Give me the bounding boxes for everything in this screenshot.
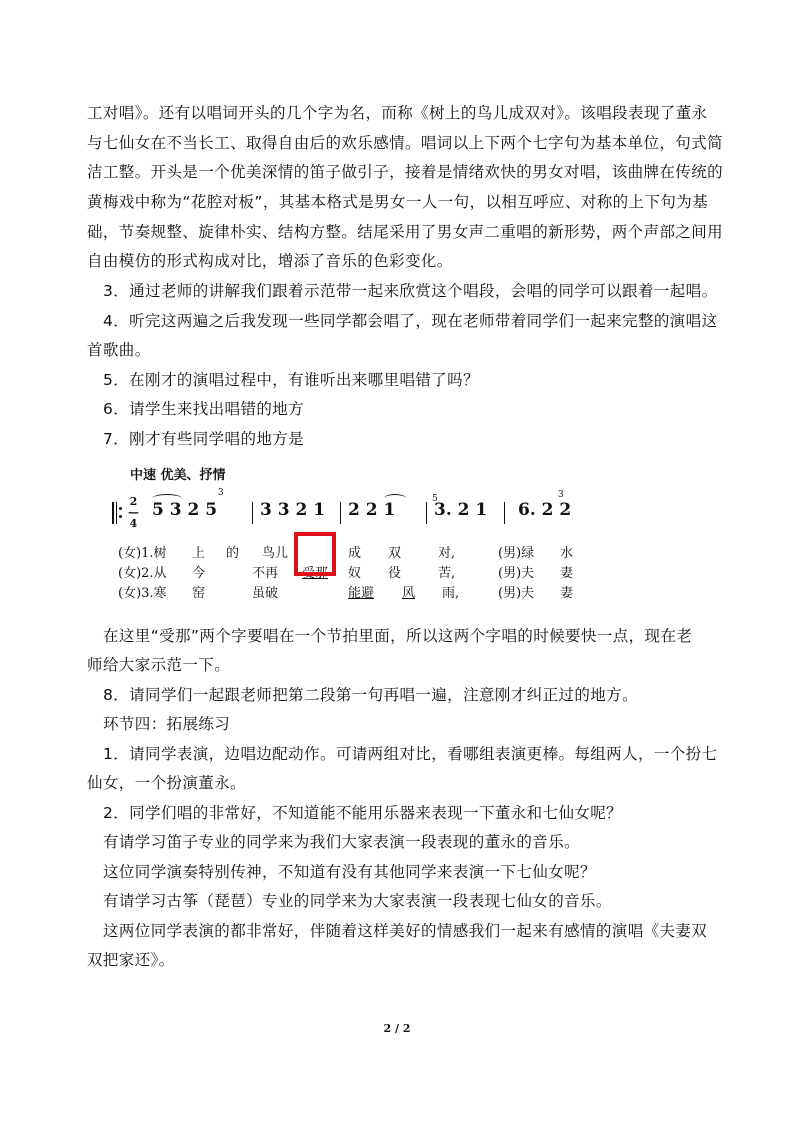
measure-1: 5 3 2 5 (152, 500, 218, 520)
lyric-highlighted: 受那 (302, 566, 329, 581)
lyric: (女)2.从 (118, 566, 167, 581)
measure-3: 2 2 1 (348, 500, 396, 520)
lyric: 风 (402, 586, 416, 601)
paragraph-line: 自由模仿的形式构成对比，增添了音乐的色彩变化。 (87, 252, 453, 270)
lyric: 水 (560, 546, 574, 561)
grace-note: 5 (432, 494, 438, 504)
step-3: 3．通过老师的讲解我们跟着示范带一起来欣赏这个唱段，会唱的同学可以跟着一起唱。 (103, 282, 718, 300)
step-7: 7．刚才有些同学唱的地方是 (103, 430, 305, 448)
paragraph-line: 与七仙女在不当长工、取得自由后的欢乐感情。唱词以上下两个七字句为基本单位，句式简 (87, 134, 724, 152)
bar-line (426, 502, 427, 524)
lyric: 双 (388, 546, 402, 561)
step-4-cont: 首歌曲。 (87, 341, 151, 359)
lyric: 奴 (348, 566, 362, 581)
lyric: 不再 (252, 566, 279, 581)
paragraph-line: 师给大家示范一下。 (87, 656, 231, 674)
extension-1: 1．请同学表演，边唱边配动作。可请两组对比，看哪组表演更棒。每组两人，一个扮七 (103, 745, 718, 763)
paragraph-line: 洁工整。开头是一个优美深情的笛子做引子，接着是情绪欢快的男女对唱，该曲牌在传统的 (87, 163, 724, 181)
page-number: 2 / 2 (383, 1022, 411, 1035)
lyric: (男)夫 (498, 586, 535, 601)
measure-2: 3 3 2 1 (260, 500, 326, 520)
error-highlight-box (294, 532, 336, 576)
grace-note: 3 (218, 488, 224, 498)
lyric: 雨, (442, 586, 460, 601)
paragraph-line: 础，节奏规整、旋律朴实、结构方整。结尾采用了男女声二重唱的新形势，两个声部之间用 (87, 223, 724, 241)
time-signature: 2 — 4 (128, 495, 139, 530)
extension-5: 有请学习古筝（琵琶）专业的同学来为大家表演一段表现七仙女的音乐。 (103, 892, 612, 910)
paragraph-line: 黄梅戏中称为“花腔对板”，其基本格式是男女一人一句，以相互呼应、对称的上下句为基 (87, 193, 709, 211)
lyric: 虽破 (252, 586, 279, 601)
lyric: 对, (438, 546, 456, 561)
lyric: 能避 (348, 586, 375, 601)
lyric: (女)3.寒 (118, 586, 167, 601)
step-5: 5．在刚才的演唱过程中，有谁听出来哪里唱错了吗？ (103, 371, 479, 389)
closing-line: 双把家还》。 (87, 951, 175, 969)
lyric: 今 (192, 566, 206, 581)
bar-line (252, 502, 253, 524)
grace-note: 3 (558, 490, 564, 500)
slur (152, 494, 182, 503)
lyric: 上 (192, 546, 206, 561)
measure-5: 6. 2 2 (518, 500, 572, 520)
extension-4: 这位同学演奏特别传神，不知道有没有其他同学来表演一下七仙女呢？ (103, 863, 596, 881)
lyric: 鸟儿 (262, 546, 289, 561)
extension-1-cont: 仙女，一个扮演董永。 (87, 774, 247, 792)
paragraph-line: 工对唱》。还有以唱词开头的几个字为名，而称《树上的鸟儿成双对》。该唱段表现了董永 (87, 104, 708, 122)
extension-3: 有请学习笛子专业的同学来为我们大家表演一段表现的董永的音乐。 (103, 833, 581, 851)
lyric: (男)绿 (498, 546, 535, 561)
lyric: (男)夫 (498, 566, 535, 581)
lyric: 妻 (560, 566, 574, 581)
closing-line: 这两位同学表演的都非常好，伴随着这样美好的情感我们一起来有感情的演唱《夫妻双 (103, 922, 708, 940)
lyric: 苦, (438, 566, 456, 581)
bar-line (504, 502, 505, 524)
lyric: 妻 (560, 586, 574, 601)
slur (384, 494, 406, 503)
lyric: 窑 (192, 586, 206, 601)
step-8: 8．请同学们一起跟老师把第二段第一句再唱一遍，注意刚才纠正过的地方。 (103, 686, 638, 704)
measure-4: 3. 2 1 (434, 500, 488, 520)
step-6: 6．请学生来找出唱错的地方 (103, 400, 305, 418)
lyric: 役 (388, 566, 402, 581)
jianpu-score (112, 458, 592, 608)
lyric: 成 (348, 546, 362, 561)
lyric: (女)1.树 (118, 546, 167, 561)
paragraph-line: 在这里“受那”两个字要唱在一个节拍里面，所以这两个字唱的时候要快一点，现在老 (103, 627, 693, 645)
section-title: 环节四：拓展练习 (103, 715, 231, 733)
repeat-sign (112, 500, 124, 526)
step-4: 4．听完这两遍之后我发现一些同学都会唱了，现在老师带着同学们一起来完整的演唱这 (103, 312, 718, 330)
lyric: 的 (226, 546, 240, 561)
tempo-marking: 中速 优美、抒情 (130, 468, 226, 483)
bar-line (340, 502, 341, 524)
extension-2: 2．同学们唱的非常好，不知道能不能用乐器来表现一下董永和七仙女呢？ (103, 804, 623, 822)
